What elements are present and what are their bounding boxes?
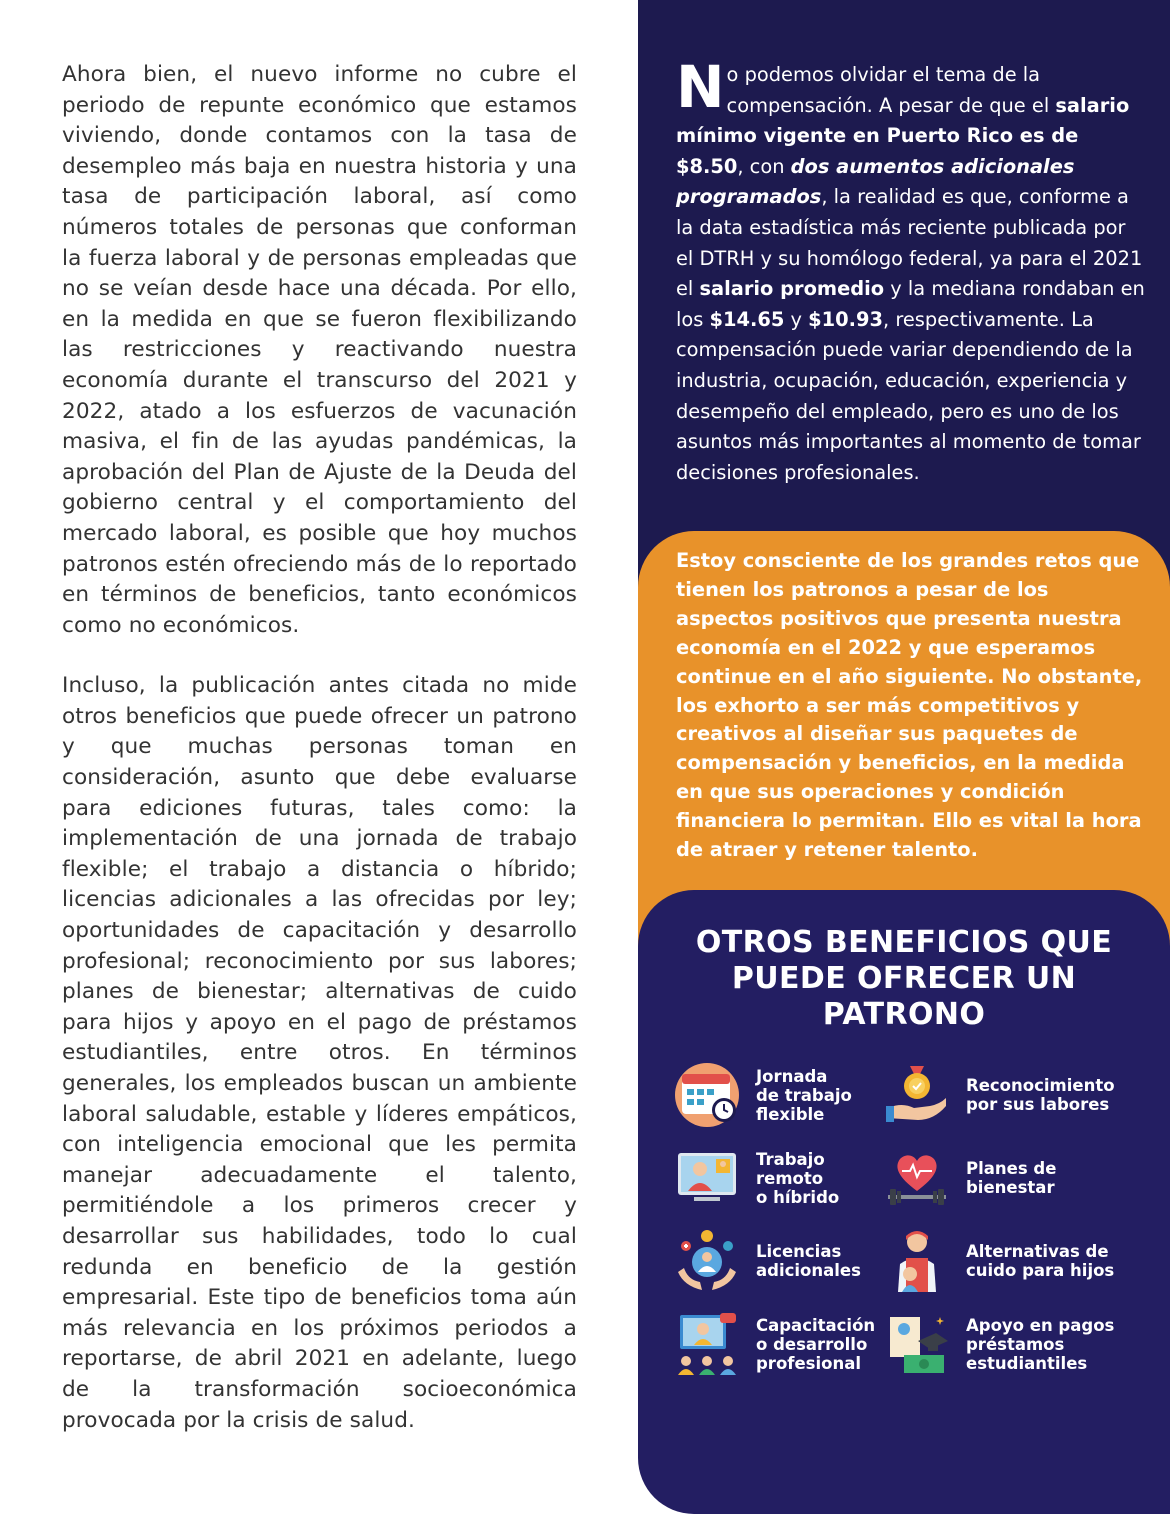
left-column bbox=[62, 60, 577, 1436]
message-text: Estoy consciente de los grandes retos que tienen los patronos a pesar de los aspectos positivos que presenta nuestra economía en el 2022 y que esperamos continue en el año siguiente. No obstante, los exhorto a ser más competitivos y creativos al diseñar sus paquetes de compensación y beneficios, en la medida en que sus operaciones y condición financiera lo permitan. Ello es vital la hora de atraer y retener talento. bbox=[676, 549, 1143, 862]
benefit-flexible-schedule: Jornada de trabajo flexible bbox=[674, 1062, 906, 1128]
hands-person-icon bbox=[674, 1228, 740, 1294]
compensation-text: No podemos olvidar el tema de la compensación. A pesar de que el salario mínimo vigente en Puerto Rico es de $8.50, con dos aumentos adicionales programados, la realidad es que, conforme a la data estadística más reciente publicada por el DTRH y su homólogo federal, ya para el 2021 el salario promedio y la mediana rondaban en los $14.65 y $10.93, respectivamente. La compensación puede variar dependiendo de la industria, ocupación, educación, experiencia y desempeño del empleado, pero es uno de los asuntos más importantes al momento de tomar decisiones profesionales. bbox=[676, 53, 1145, 484]
drop-cap: N bbox=[676, 53, 725, 121]
benefit-wellness: Planes de bienestar bbox=[884, 1145, 1116, 1211]
benefit-training: Capacitación o desarrollo profesional bbox=[674, 1311, 906, 1377]
benefit-student-loans: Apoyo en pagos préstamos estudiantiles bbox=[884, 1311, 1116, 1377]
benefit-remote-work: Trabajo remoto o híbrido bbox=[674, 1145, 906, 1211]
parent-child-icon bbox=[884, 1228, 950, 1294]
medal-hand-icon bbox=[884, 1062, 950, 1128]
heart-dumbbell-icon bbox=[884, 1145, 950, 1211]
graduation-money-icon bbox=[884, 1311, 950, 1377]
paragraph-2: Incluso, la publicación antes citada no mide otros beneficios que puede ofrecer un patrono y que muchas personas toman en consideración, asunto que debe evaluarse para ediciones futuras, tales como: la implementación de una jornada de trabajo flexible; el trabajo a distancia o híbrido; licencias adicionales a las ofrecidas por ley; oportunidades de capacitación y desarrollo profesional; reconocimiento por sus labores; planes de bienestar; alternativas de cuido para hijos y apoyo en el pago de préstamos estudiantiles, entre otros. En términos generales, los empleados buscan un ambiente laboral saludable, estable y líderes empáticos, con inteligencia emocional que les permita manejar adecuadamente el talento, permitiéndole a los primeros crecer y desarrollar sus habilidades, todo lo cual redunda en beneficio de la gestión empresarial. Este tipo de beneficios toma aún más relevancia en los próximos periodos a reportarse, de abril 2021 en adelante, luego de la transformación socioeconómica provocada por la crisis de salud. bbox=[62, 673, 577, 1433]
right-column bbox=[638, 0, 1170, 1514]
benefit-recognition: Reconocimiento por sus labores bbox=[884, 1062, 1116, 1128]
calendar-clock-icon bbox=[674, 1062, 740, 1128]
benefit-childcare: Alternativas de cuido para hijos bbox=[884, 1228, 1116, 1294]
video-call-icon bbox=[674, 1145, 740, 1211]
benefit-additional-leave: Licencias adicionales bbox=[674, 1228, 906, 1294]
presentation-icon bbox=[674, 1311, 740, 1377]
benefits-title: OTROS BENEFICIOS QUE PUEDE OFRECER UN PATRONO bbox=[695, 925, 1113, 1032]
paragraph-1: Ahora bien, el nuevo informe no cubre el periodo de repunte económico que estamos viviendo, donde contamos con la tasa de desempleo más baja en nuestra historia y una tasa de participación laboral, así como números totales de personas que conforman la fuerza laboral y de personas empleadas que no se veían desde hace una década. Por ello, en la medida en que se fueron flexibilizando las restricciones y reactivando nuestra economía durante el transcurso del 2021 y 2022, atado a los esfuerzos de vacunación masiva, el fin de las ayudas pandémicas, la aprobación del Plan de Ajuste de la Deuda del gobierno central y el comportamiento del mercado laboral, es posible que hoy muchos patronos estén ofreciendo más de lo reportado en términos de beneficios, tanto económicos como no económicos. bbox=[62, 62, 577, 638]
